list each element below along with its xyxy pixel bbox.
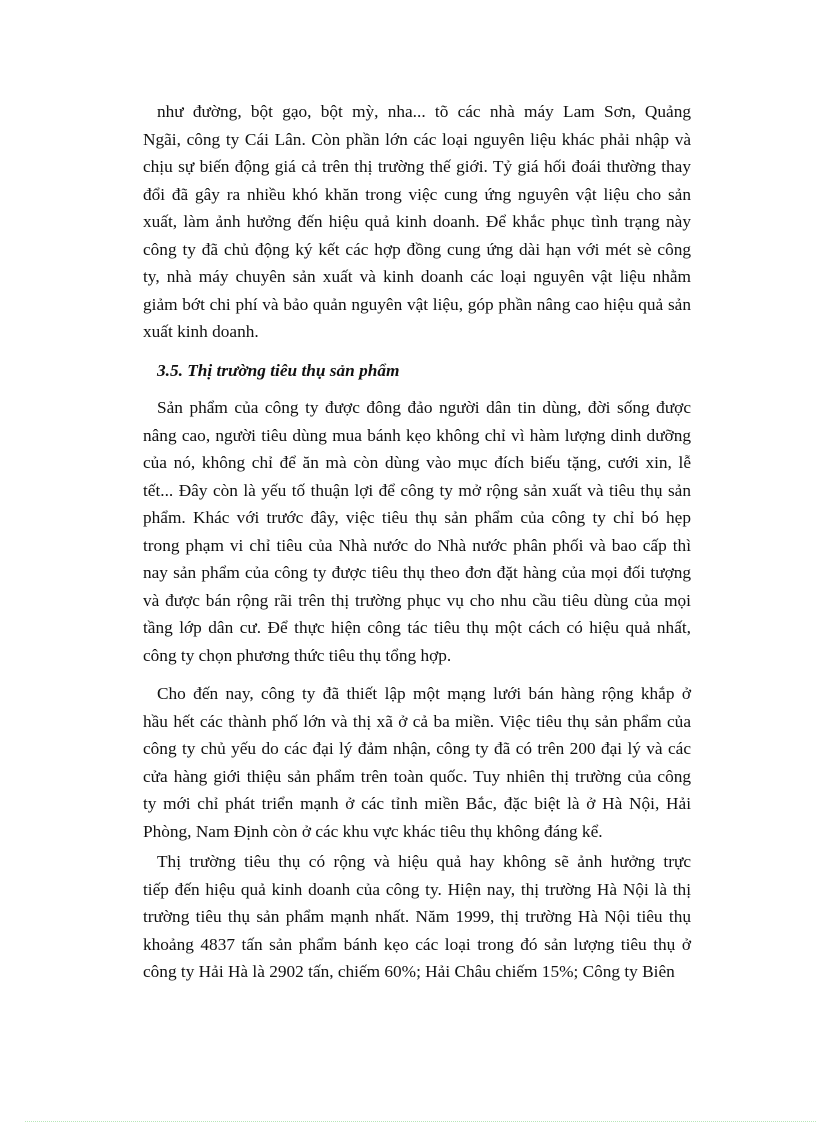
paragraph-line: cửa hàng giới thiệu sản phẩm trên toàn quốc. Tuy nhiên thị trường của công xyxy=(143,766,691,786)
paragraph-line: công ty đã chủ động ký kết các hợp đồng cung ứng dài hạn với mét sè công xyxy=(143,239,691,259)
paragraph-line: nâng cao, người tiêu dùng mua bánh kẹo không chỉ vì hàm lượng dinh dưỡng xyxy=(143,425,691,445)
paragraph-line: tết... Đây còn là yếu tố thuận lợi để công ty mở rộng sản xuất và tiêu thụ sản xyxy=(143,480,691,500)
paragraph-line: Phòng, Nam Định còn ở các khu vực khác tiêu thụ không đáng kể. xyxy=(143,821,603,841)
paragraph-line: trường tiêu thụ sản phẩm mạnh nhất. Năm 1999, thị trường Hà Nội tiêu thụ xyxy=(143,907,691,927)
paragraph-line: Cho đến nay, công ty đã thiết lập một mạng lưới bán hàng rộng khắp ở xyxy=(157,684,691,703)
paragraph-line: phẩm. Khác với trước đây, việc tiêu thụ sản phẩm của công ty chỉ bó hẹp xyxy=(143,508,691,528)
paragraph-line: của nó, không chỉ để ăn mà còn dùng vào mục đích biếu tặng, cưới xin, lễ xyxy=(143,453,691,473)
paragraph-line: như đường, bột gạo, bột mỳ, nha... tõ các nhà máy Lam Sơn, Quảng xyxy=(157,102,691,121)
page-bottom-border xyxy=(25,1121,816,1122)
paragraph-line: công ty chủ yếu do các đại lý đảm nhận, công ty đã có trên 200 đại lý và các xyxy=(143,739,691,759)
paragraph-line: nay sản phẩm của công ty được tiêu thụ theo đơn đặt hàng của mọi đối tượng xyxy=(143,563,691,583)
paragraph-line: Sản phẩm của công ty được đông đảo người dân tin dùng, đời sống được xyxy=(157,398,691,417)
paragraph-line: chịu sự biến động giá cả trên thị trường thế giới. Tỷ giá hối đoái thường thay xyxy=(143,157,691,177)
paragraph-line: công ty Hải Hà là 2902 tấn, chiếm 60%; Hải Châu chiếm 15%; Công ty Biên xyxy=(143,962,675,982)
paragraph-line: trong phạm vi chỉ tiêu của Nhà nước do Nhà nước phân phối và bao cấp thì xyxy=(143,535,691,555)
paragraph-line: Thị trường tiêu thụ có rộng và hiệu quả hay không sẽ ảnh hưởng trực xyxy=(157,852,691,871)
paragraph-line: công ty chọn phương thức tiêu thụ tổng hợp. xyxy=(143,645,452,665)
paragraph-line: tầng lớp dân cư. Để thực hiện công tác tiêu thụ một cách có hiệu quả nhất, xyxy=(143,618,691,638)
paragraph-line: khoảng 4837 tấn sản phẩm bánh kẹo các loại trong đó sản lượng tiêu thụ ở xyxy=(143,934,691,954)
paragraph-line: đổi đã gây ra nhiều khó khăn trong việc cung ứng nguyên vật liệu cho sản xyxy=(143,184,691,204)
paragraph-line: ty, nhà máy chuyên sản xuất và kinh doanh các loại nguyên vật liệu nhằm xyxy=(143,267,691,287)
paragraph-line: xuất kinh doanh. xyxy=(143,322,259,342)
paragraph-line: xuất, làm ảnh hưởng đến hiệu quả kinh doanh. Để khắc phục tình trạng này xyxy=(143,212,691,232)
paragraph-line: giảm bớt chi phí và bảo quản nguyên vật liệu, góp phần nâng cao hiệu quả sản xyxy=(143,294,691,314)
paragraph-line: hầu hết các thành phố lớn và thị xã ở cả ba miền. Việc tiêu thụ sản phẩm của xyxy=(143,711,691,731)
paragraph-line: Ngãi, công ty Cái Lân. Còn phần lớn các loại nguyên liệu khác phải nhập và xyxy=(143,129,691,149)
section-heading: 3.5. Thị trường tiêu thụ sản phẩm xyxy=(157,361,400,380)
paragraph-line: ty mới chỉ phát triển mạnh ở các tỉnh miền Bắc, đặc biệt là ở Hà Nội, Hải xyxy=(143,794,691,814)
paragraph-line: và được bán rộng rãi trên thị trường phục vụ cho nhu cầu tiêu dùng của mọi xyxy=(143,590,691,610)
paragraph-line: tiếp đến hiệu quả kinh doanh của công ty. Hiện nay, thị trường Hà Nội là thị xyxy=(143,879,691,899)
